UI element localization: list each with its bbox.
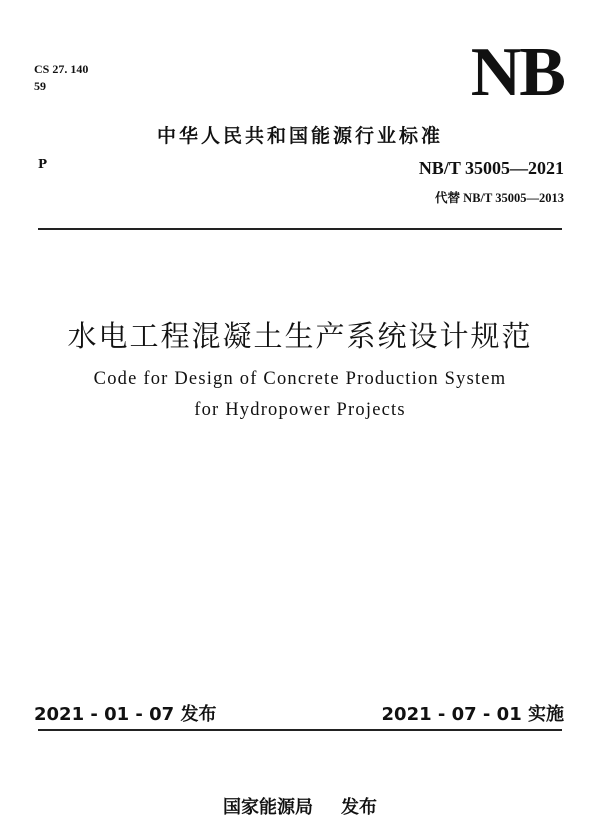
ics-code: CS 27. 140 xyxy=(34,62,89,76)
title-english-line2: for Hydropower Projects xyxy=(194,400,406,420)
bottom-divider xyxy=(38,729,562,731)
standard-category: 中华人民共和国能源行业标准 xyxy=(156,125,443,147)
issuer-action: 发布 xyxy=(341,797,377,818)
filing-mark: P xyxy=(38,157,48,171)
ccs-code: 59 xyxy=(34,79,46,93)
standard-code: NB/T 35005—2021 xyxy=(418,158,564,178)
nb-logo: NB xyxy=(470,34,564,111)
title-english-line1: Code for Design of Concrete Production System xyxy=(93,369,507,389)
title-chinese: 水电工程混凝土生产系统设计规范 xyxy=(67,319,533,353)
issuer xyxy=(0,793,600,819)
replaces-note: 代替 NB/T 35005—2013 xyxy=(435,191,564,205)
top-divider xyxy=(38,228,562,230)
implementation-date: 2021 - 07 - 01 实施 xyxy=(381,704,564,725)
issue-date: 2021 - 01 - 07 发布 xyxy=(34,704,217,725)
issuer-name: 国家能源局 xyxy=(223,797,313,818)
